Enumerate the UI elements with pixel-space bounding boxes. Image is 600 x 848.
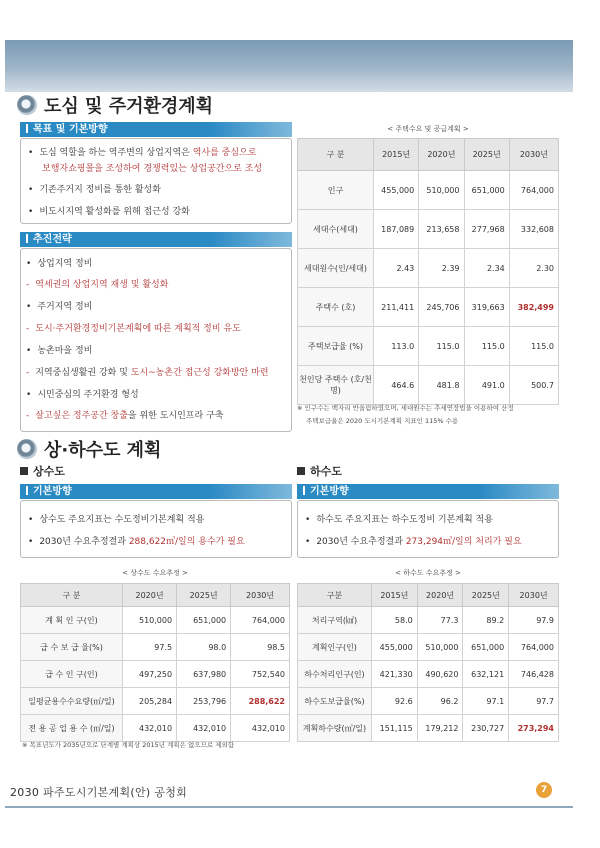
sewer-item-1: • 하수도 주요지표는 하수도정비 기본계획 적용 <box>305 515 493 525</box>
table-row: 하수처리인구(인) 421,330 490,620 632,121 746,428 <box>298 661 559 688</box>
goal-item-1-cont: 보행자쇼핑몰을 조성하여 경쟁력있는 상업공간으로 조성 <box>42 164 263 174</box>
strategy-item-2: • 주거지역 정비 <box>26 302 93 312</box>
table-row: 하수도보급율(%) 92.6 96.2 97.1 97.7 <box>298 688 559 715</box>
sewer-label-bar <box>297 484 559 499</box>
table-header: 구 분 <box>298 139 374 171</box>
strategy-label: 추진전략 <box>33 234 72 245</box>
table-header: 2020년 <box>123 584 177 607</box>
sewer-box <box>297 500 559 558</box>
strategy-box <box>20 248 292 432</box>
water-box <box>20 500 292 558</box>
section2-title: 상·하수도 계획 <box>44 440 162 461</box>
table-row: 계획인구(인) 455,000 510,000 651,000 764,000 <box>298 634 559 661</box>
table-header: 2030년 <box>231 584 290 607</box>
water-subhead: 상수도 <box>20 463 65 479</box>
table-row: 천인당 주택수 (호/천명) 464.6 481.8 491.0 500.7 <box>298 366 559 405</box>
strategy-label-bar <box>20 232 292 247</box>
table-header: 2020년 <box>419 139 464 171</box>
water-label: 기본방향 <box>33 486 72 497</box>
table-row: 처리구역(㎢) 58.0 77.3 89.2 97.9 <box>298 607 559 634</box>
table-header: 구 분 <box>21 584 123 607</box>
table-header: 2015년 <box>372 584 418 607</box>
table-row: 일평균용수수요량(㎥/일) 205,284 253,796 288,622 <box>21 688 290 715</box>
section1-title: 도심 및 주거환경계획 <box>44 96 214 117</box>
sewer-label: 기본방향 <box>310 486 349 497</box>
goal-item-1: • 도심 역할을 하는 역주변의 상업지역은 역사를 중심으로 <box>28 148 257 158</box>
table-row: 계 획 인 구(인) 510,000 651,000 764,000 <box>21 607 290 634</box>
goal-item-2: • 기존주거지 정비를 통한 활성화 <box>28 185 161 195</box>
table-row: 급 수 보 급 율(%) 97.5 98.0 98.5 <box>21 634 290 661</box>
table-row: 세대원수(인/세대) 2.43 2.39 2.34 2.30 <box>298 249 559 288</box>
table-row: 인구 455,000 510,000 651,000 764,000 <box>298 171 559 210</box>
footer-title: 2030 파주도시기본계획(안) 공청회 <box>10 786 188 799</box>
table-row: 주택수 (호) 211,411 245,706 319,663 382,499 <box>298 288 559 327</box>
table-header: 2025년 <box>464 139 509 171</box>
table-row: 급 수 인 구(인) 497,250 637,980 752,540 <box>21 661 290 688</box>
page-number: 7 <box>536 782 552 798</box>
sewer-subhead: 하수도 <box>297 463 342 479</box>
table-header: 2025년 <box>463 584 509 607</box>
table-row: 계획하수량(㎥/일) 151,115 179,212 230,727 273,294 <box>298 715 559 742</box>
housing-table <box>297 138 559 405</box>
water-table-caption: < 상수도 수요추정 > <box>122 569 188 577</box>
table-header: 2020년 <box>417 584 463 607</box>
goal-label-bar <box>20 122 292 137</box>
sewer-table-caption: < 하수도 수요추정 > <box>395 569 461 577</box>
strategy-sub-2: - 도시·주거환경정비기본계획에 따른 계획적 정비 유도 <box>26 324 241 334</box>
sewer-table <box>297 583 559 742</box>
section1-heading <box>17 92 213 118</box>
water-item-2: • 2030년 수요추정결과 288,622㎥/일의 용수가 필요 <box>28 537 245 547</box>
header-band <box>5 40 573 92</box>
water-note: ※ 목표년도가 2035년으로 단계별 계획상 2015년 계획은 없으므로 제외함 <box>22 741 235 749</box>
section-bullet-icon <box>17 439 37 459</box>
housing-note-2: 주택보급율은 2020 도시기본계획 지표인 115% 수용 <box>306 417 459 425</box>
table-row: 전 용 공 업 용 수 (㎥/일) 432,010 432,010 432,010 <box>21 715 290 742</box>
water-item-1: • 상수도 주요지표는 수도정비기본계획 적용 <box>28 515 205 525</box>
section2-heading <box>17 436 161 462</box>
water-table <box>20 583 290 742</box>
goal-label: 목표 및 기본방향 <box>33 124 108 135</box>
goal-item-3: • 비도시지역 활성화를 위해 접근성 강화 <box>28 207 190 217</box>
table-row: 주택보급율 (%) 113.0 115.0 115.0 115.0 <box>298 327 559 366</box>
table-header: 2030년 <box>509 584 559 607</box>
housing-note-1: ※ 인구수는 백자리 반올림하였으며, 세대원수는 추세연장법을 이용하여 산정 <box>297 404 514 412</box>
strategy-sub-3: - 지역중심생활권 강화 및 도시~농촌간 접근성 강화방안 마련 <box>26 368 269 378</box>
strategy-item-3: • 농촌마을 정비 <box>26 346 93 356</box>
table-header: 구분 <box>298 584 372 607</box>
table-row: 세대수(세대) 187,089 213,658 277,968 332,608 <box>298 210 559 249</box>
section-bullet-icon <box>17 95 37 115</box>
table-header: 2030년 <box>509 139 558 171</box>
sewer-item-2: • 2030년 수요추정결과 273,294㎥/일의 처리가 필요 <box>305 537 522 547</box>
housing-table-caption: < 주택수요 및 공급계획 > <box>387 125 469 133</box>
table-header: 2015년 <box>374 139 419 171</box>
strategy-sub-4: - 살고싶은 정주공간 창출을 위한 도시인프라 구축 <box>26 411 224 421</box>
strategy-item-4: • 시민중심의 주거환경 형성 <box>26 390 139 400</box>
footer-divider <box>5 806 573 808</box>
strategy-item-1: • 상업지역 정비 <box>26 259 93 269</box>
water-label-bar <box>20 484 292 499</box>
table-header: 2025년 <box>177 584 231 607</box>
strategy-sub-1: - 역세권의 상업지역 재생 및 활성화 <box>26 280 169 290</box>
